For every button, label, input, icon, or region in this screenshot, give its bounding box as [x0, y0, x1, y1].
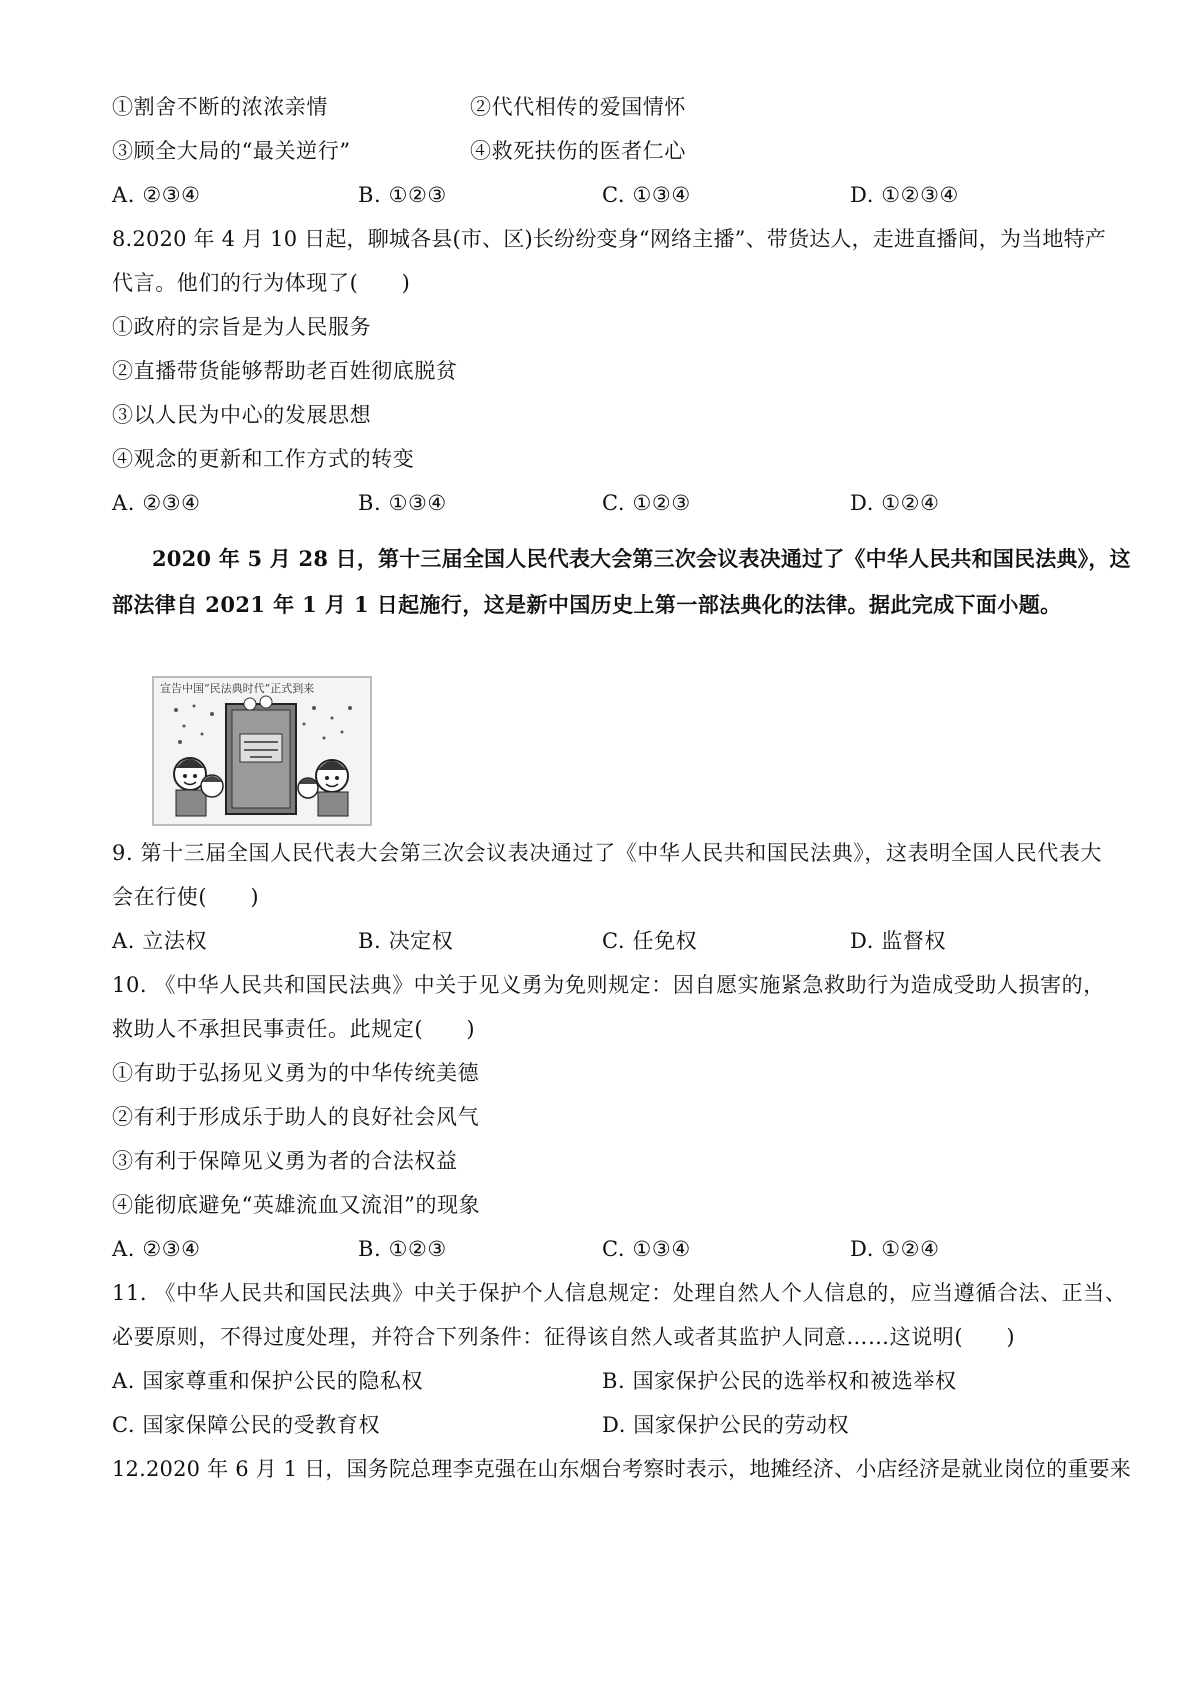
q9-stem-line-2: 会在行使( ) — [112, 885, 260, 909]
civil-code-cartoon-image — [152, 676, 372, 826]
q8-item-2: ②直播带货能够帮助老百姓彻底脱贫 — [112, 359, 458, 383]
q8-option-c: C. ①②③ — [602, 491, 691, 515]
q11-stem-line-1: 11. 《中华人民共和国民法典》中关于保护个人信息规定：处理自然人个人信息的，应当遵循合法、正当、 — [112, 1281, 1127, 1305]
q7-item-4: ④救死扶伤的医者仁心 — [470, 139, 686, 163]
q11-stem-line-2: 必要原则，不得过度处理，并符合下列条件：征得该自然人或者其监护人同意……这说明( ) — [112, 1325, 1016, 1349]
q10-option-c: C. ①③④ — [602, 1237, 691, 1261]
q8-option-d: D. ①②④ — [850, 491, 940, 515]
q7-option-c: C. ①③④ — [602, 183, 691, 207]
q8-option-a: A. ②③④ — [112, 491, 201, 515]
q10-option-a: A. ②③④ — [112, 1237, 201, 1261]
q10-item-2: ②有利于形成乐于助人的良好社会风气 — [112, 1105, 480, 1129]
q9-option-d: D. 监督权 — [850, 929, 947, 953]
cartoon-illustration-icon — [154, 678, 370, 824]
passage-line-2: 部法律自 2021 年 1 月 1 日起施行，这是新中国历史上第一部法典化的法律。据此完成下面小题。 — [112, 592, 1062, 617]
q10-stem-line-2: 救助人不承担民事责任。此规定( ) — [112, 1017, 476, 1041]
q8-option-b: B. ①③④ — [358, 491, 447, 515]
q7-option-a: A. ②③④ — [112, 183, 201, 207]
q7-item-1: ①割舍不断的浓浓亲情 — [112, 95, 328, 119]
q7-option-b: B. ①②③ — [358, 183, 447, 207]
q10-item-3: ③有利于保障见义勇为者的合法权益 — [112, 1149, 458, 1173]
q7-item-2: ②代代相传的爱国情怀 — [470, 95, 686, 119]
q8-item-1: ①政府的宗旨是为人民服务 — [112, 315, 372, 339]
q12-stem-line-1: 12.2020 年 6 月 1 日，国务院总理李克强在山东烟台考察时表示，地摊经济、小店经济是就业岗位的重要来 — [112, 1457, 1131, 1481]
q8-item-3: ③以人民为中心的发展思想 — [112, 403, 372, 427]
figure-caption: 宣告中国“民法典时代”正式到来 — [160, 682, 315, 695]
q9-option-c: C. 任免权 — [602, 929, 698, 953]
q7-option-d: D. ①②③④ — [850, 183, 959, 207]
q11-option-b: B. 国家保护公民的选举权和被选举权 — [602, 1369, 957, 1393]
q9-option-b: B. 决定权 — [358, 929, 454, 953]
q9-stem-line-1: 9. 第十三届全国人民代表大会第三次会议表决通过了《中华人民共和国民法典》，这表明全国人民代表大 — [112, 841, 1103, 865]
q10-option-d: D. ①②④ — [850, 1237, 940, 1261]
q11-option-d: D. 国家保护公民的劳动权 — [602, 1413, 850, 1437]
q8-stem-line-1: 8.2020 年 4 月 10 日起，聊城各县(市、区)长纷纷变身“网络主播”、带货达人，走进直播间，为当地特产 — [112, 227, 1106, 251]
q7-item-3: ③顾全大局的“最关逆行” — [112, 139, 351, 163]
q9-option-a: A. 立法权 — [112, 929, 208, 953]
q10-option-b: B. ①②③ — [358, 1237, 447, 1261]
q8-item-4: ④观念的更新和工作方式的转变 — [112, 447, 415, 471]
q11-option-c: C. 国家保障公民的受教育权 — [112, 1413, 381, 1437]
q10-stem-line-1: 10. 《中华人民共和国民法典》中关于见义勇为免则规定：因自愿实施紧急救助行为造成受助人损害的， — [112, 973, 1105, 997]
q10-item-1: ①有助于弘扬见义勇为的中华传统美德 — [112, 1061, 480, 1085]
q8-stem-line-2: 代言。他们的行为体现了( ) — [112, 271, 411, 295]
passage-line-1: 2020 年 5 月 28 日，第十三届全国人民代表大会第三次会议表决通过了《中华人民共和国民法典》，这 — [152, 546, 1131, 571]
q11-option-a: A. 国家尊重和保护公民的隐私权 — [112, 1369, 424, 1393]
q10-item-4: ④能彻底避免“英雄流血又流泪”的现象 — [112, 1193, 481, 1217]
